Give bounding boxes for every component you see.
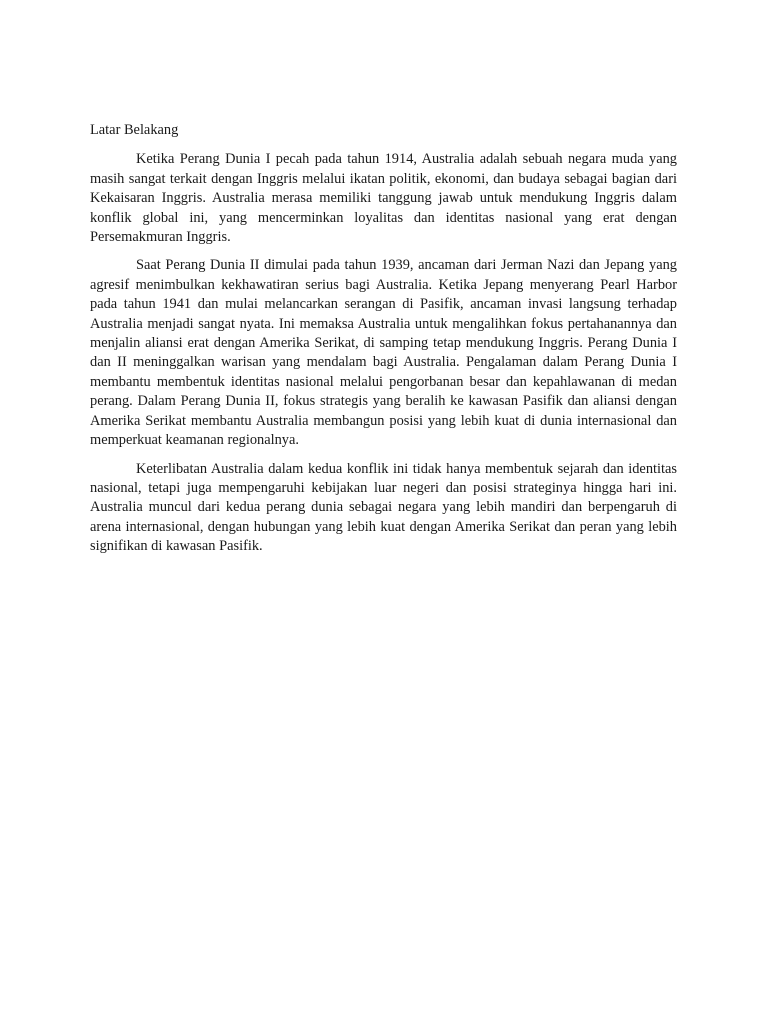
- document-body: [90, 121, 677, 566]
- paragraph-1: Ketika Perang Dunia I pecah pada tahun 1914, Australia adalah sebuah negara muda yang masih sangat terkait dengan Inggris melalui ikatan politik, ekonomi, dan budaya sebagai bagian dari Kekaisaran Inggris. Australia merasa memiliki tanggung jawab untuk mendukung Inggris dalam konflik global ini, yang mencerminkan loyalitas dan identitas nasional yang erat dengan Persemakmuran Inggris.: [90, 151, 677, 246]
- section-heading: Latar Belakang: [90, 122, 179, 138]
- paragraph-2: Saat Perang Dunia II dimulai pada tahun 1939, ancaman dari Jerman Nazi dan Jepang yang agresif menimbulkan kekhawatiran serius bagi Australia. Ketika Jepang menyerang Pearl Harbor pada tahun 1941 dan mulai melancarkan serangan di Pasifik, ancaman invasi langsung terhadap Australia menjadi sangat nyata. Ini memaksa Australia untuk mengalihkan fokus pertahanannya dan menjalin aliansi erat dengan Amerika Serikat, di samping tetap mendukung Inggris. Perang Dunia I dan II meninggalkan warisan yang mendalam bagi Australia. Pengalaman dalam Perang Dunia I membantu membentuk identitas nasional melalui pengorbanan besar dan kepahlawanan di medan perang. Dalam Perang Dunia II, fokus strategis yang beralih ke kawasan Pasifik dan aliansi dengan Amerika Serikat membantu Australia membangun posisi yang lebih kuat di dunia internasional dan memperkuat keamanan regionalnya.: [90, 257, 677, 449]
- paragraph-3: Keterlibatan Australia dalam kedua konflik ini tidak hanya membentuk sejarah dan identitas nasional, tetapi juga mempengaruhi kebijakan luar negeri dan posisi strateginya hingga hari ini. Australia muncul dari kedua perang dunia sebagai negara yang lebih mandiri dan berpengaruh di arena internasional, dengan hubungan yang lebih kuat dengan Amerika Serikat dan peran yang lebih signifikan di kawasan Pasifik.: [90, 460, 677, 555]
